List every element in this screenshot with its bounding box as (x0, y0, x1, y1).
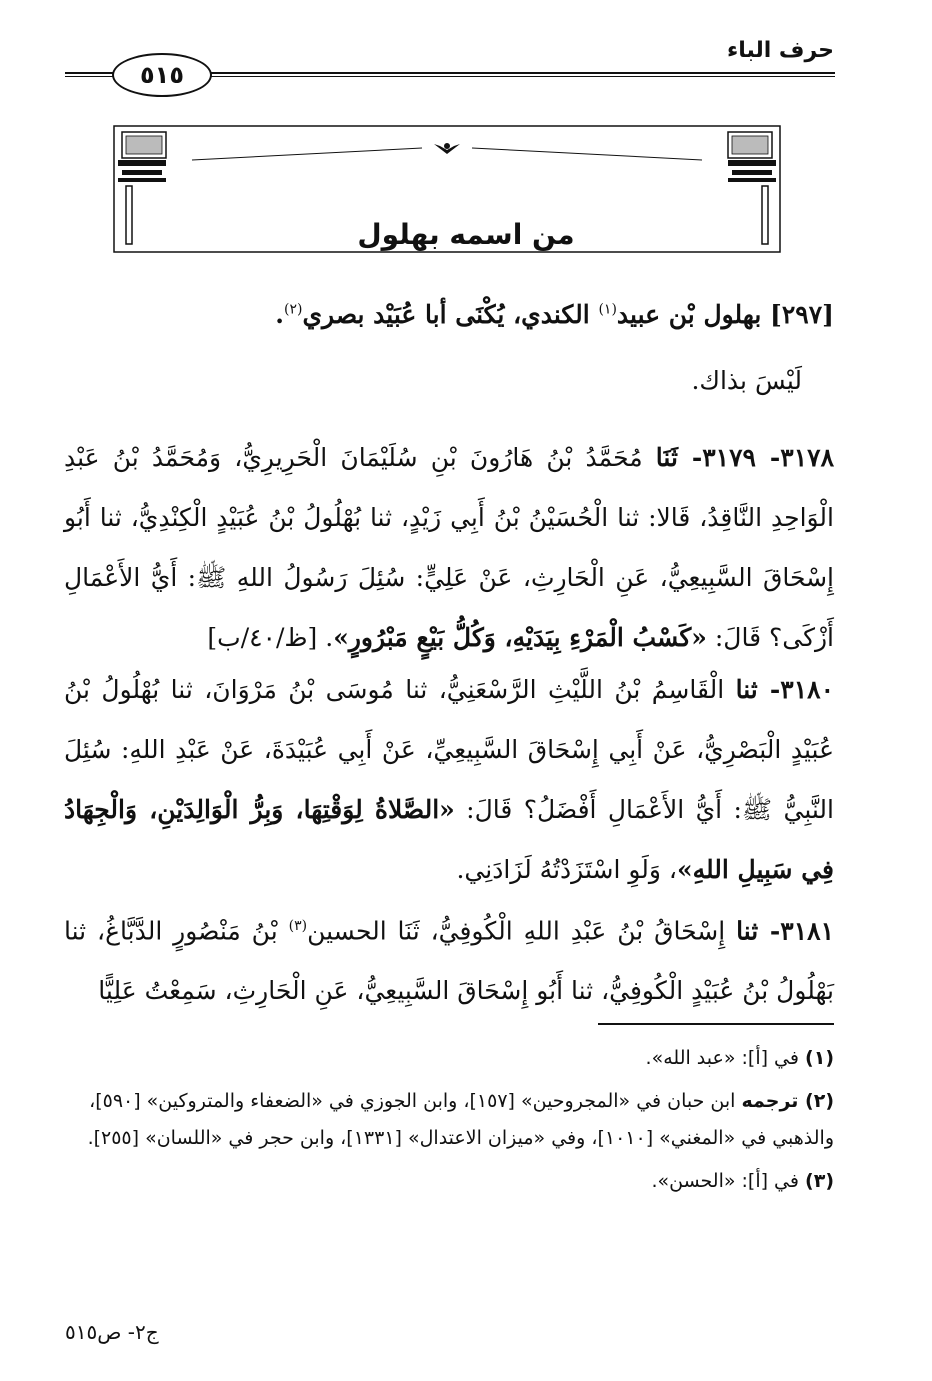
isnad-text: إِسْحَاقُ بْنُ عَبْدِ اللهِ الْكُوفِيُّ، ثَنَا الحسين (307, 916, 737, 946)
hadith-number: ٣١٨٠- (769, 675, 835, 704)
entry-number: [٢٩٧] (770, 300, 834, 329)
entry-heading (275, 300, 834, 329)
hadith-paragraph-3181 (64, 896, 834, 1021)
footnote-ref-3: (٣) (288, 918, 308, 934)
entry-rest: الكندي، يُكْنَى أبا عُبَيْد بصري (302, 300, 599, 329)
narration-lead: ثنا (735, 675, 770, 704)
narration-lead: ثَنَا (655, 443, 692, 472)
narration-lead: ثنا (736, 916, 770, 946)
chapter-header: حرف الباء (726, 38, 834, 63)
footnotes (64, 1040, 834, 1206)
hadith-number: ٣١٧٨- ٣١٧٩- (691, 443, 834, 472)
hadith-number: ٣١٨١- (769, 916, 835, 946)
footnote-ref-1: (١) (598, 301, 617, 318)
footnote-text: في [أ]: «عبد الله». (645, 1047, 806, 1069)
hadith-matn: «الصَّلاةُ لِوَقْتِهَا، وَبِرُّ الْوَالِدَيْنِ، وَالْجِهَادُ فِي سَبِيلِ اللهِ» (64, 795, 834, 884)
hadith-paragraph-3180 (64, 660, 834, 900)
entry-name: بهلول بْن عبيد (616, 300, 762, 329)
isnad-text: مُحَمَّدُ بْنُ هَارُونَ بْنِ سُلَيْمَانَ الْحَرِيرِيُّ، وَمُحَمَّدُ بْنُ عَبْدِ الْوَاحِدِ النَّاقِدُ، قَالا: ثنا الْحُسَيْنُ بْنُ أَبِي زَيْدٍ، ثنا بُهْلُولُ بْنُ عُبَيْدٍ الْكِنْدِيُّ، ثنا أَبُو إِسْحَاقَ السَّبِيعِيُّ، عَنِ الْحَارِثِ، عَنْ عَلِيٍّ: سُئِلَ رَسُولُ اللهِ ﷺ: أَيُّ الأَعْمَالِ أَزْكَى؟ قَالَ: (64, 443, 834, 652)
footnote-number: (١) (805, 1047, 834, 1069)
footnote-text: في [أ]: «الحسن». (651, 1170, 806, 1192)
isnad-text: الْقَاسِمُ بْنُ اللَّيْثِ الرَّسْعَنِيُّ، ثنا مُوسَى بْنُ مَرْوَانَ، ثنا بُهْلُولُ بْنُ عُبَيْدٍ الْبَصْرِيُّ، عَنْ أَبِي إِسْحَاقَ السَّبِيعِيِّ، عَنْ أَبِي عُبَيْدَةَ، عَنْ عَبْدِ اللهِ: سُئِلَ النَّبِيُّ ﷺ: أَيُّ الأَعْمَالِ أَفْضَلُ؟ قَالَ: (64, 675, 834, 824)
footnote-lead: ترجمه (741, 1090, 806, 1112)
footnote-3 (64, 1163, 834, 1200)
entry-description: لَيْسَ بذاك. (691, 366, 802, 395)
section-title: من اسمه بهلول (357, 218, 575, 251)
hadith-tail: ، وَلَوِ اسْتَزَدْتُهُ لَزَادَنِي. (456, 855, 677, 884)
footnote-ref-2: (٢) (284, 301, 303, 318)
isnad-text-continued: بْنُ مَنْصُورٍ الدَّبَّاغُ، ثنا بَهْلُولُ بْنُ عُبَيْدٍ الْكُوفِيُّ، ثنا أَبُو إِسْحَاقَ السَّبِيعِيُّ، عَنِ الْحَارِثِ، سَمِعْتُ عَلِيًّا (64, 916, 834, 1006)
volume-page-reference: ج٢- ص٥١٥ (65, 1320, 159, 1344)
hadith-matn: «كَسْبُ الْمَرْءِ بِيَدَيْهِ، وَكُلُّ بَيْعٍ مَبْرُورٍ» (333, 623, 707, 652)
hadith-tail: . [ظ/٤٠/ب] (207, 623, 334, 652)
footnote-text: ابن حبان في «المجروحين» [١٥٧]، وابن الجوزي في «الضعفاء والمتروكين» [٥٩٠]، والذهبي في «المغني» [١٠١٠]، وفي «ميزان الاعتدال» [١٣٣١]، وابن حجر في «اللسان» [٢٥٥]. (87, 1090, 834, 1149)
footnote-number: (٢) (805, 1090, 834, 1112)
hadith-paragraph-3178 (64, 428, 834, 668)
footnote-1 (64, 1040, 834, 1077)
entry-end: . (275, 300, 284, 329)
footnote-2 (64, 1083, 834, 1157)
page-number-badge: ٥١٥ (112, 53, 212, 97)
footnote-separator (598, 1023, 834, 1025)
footnote-number: (٣) (805, 1170, 834, 1192)
